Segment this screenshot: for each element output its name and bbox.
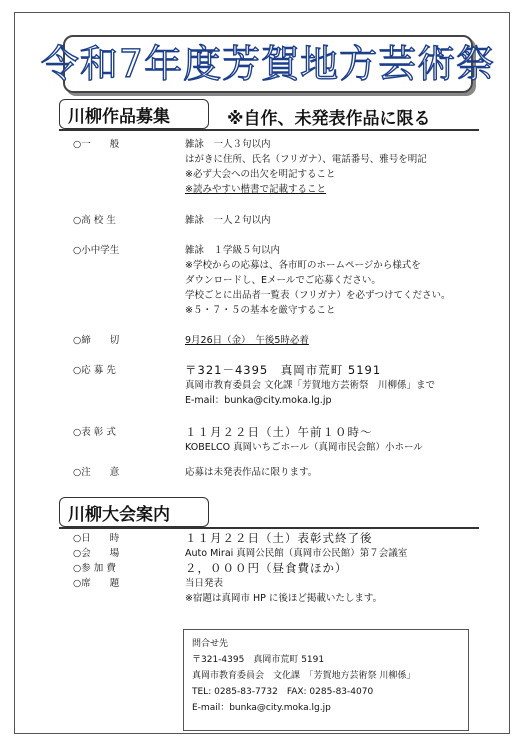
- row-line: ※必ず大会への出欠を明記すること: [185, 169, 336, 180]
- row-value: [185, 561, 503, 576]
- row-value: [185, 213, 503, 228]
- row-line: １１月２２日（土）表彰式終了後: [185, 531, 373, 545]
- contact-email: E-mail：bunka@city.moka.lg.jp: [192, 703, 331, 713]
- row-value: [185, 425, 503, 455]
- row-value: [185, 363, 503, 408]
- contact-address: 〒321-4395 真岡市荒町 5191: [192, 655, 325, 665]
- row-label: ○参 加 費: [73, 563, 116, 574]
- row-line: ※学校からの応募は、各市町のホームページから様式を: [185, 260, 421, 271]
- row-label: ○席 題: [73, 578, 120, 589]
- row-line: ダウンロードし、Eメールでご応募ください。: [185, 275, 381, 286]
- section-note: ※自作、未発表作品に限る: [227, 109, 431, 129]
- row-line: 雑詠 一人２句以内: [185, 215, 271, 226]
- row-line: ※宿題は真岡市 HP に後ほど掲載いたします。: [185, 593, 383, 604]
- row-label: ○高 校 生: [73, 215, 116, 226]
- row-line: KOBELCO 真岡いちごホール（真岡市民会館）小ホール: [185, 442, 423, 453]
- page-title: 令和7年度芳賀地方芸術祭: [40, 42, 496, 86]
- section-divider: [59, 527, 479, 529]
- row-value: [185, 333, 503, 348]
- row-datetime: [73, 531, 503, 546]
- row-label: ○応 募 先: [73, 365, 116, 376]
- row-value: [185, 531, 503, 546]
- section-heading-event: 川柳大会案内: [59, 497, 209, 527]
- row-value: [185, 137, 503, 197]
- row-line: はがきに住所、氏名（フリガナ）、電話番号、雅号を明記: [185, 154, 427, 165]
- row-line: ２，０００円（昼食費ほか）: [185, 561, 348, 575]
- row-line: Auto Mirai 真岡公民館（真岡市公民館）第７会議室: [185, 548, 408, 559]
- row-general: [73, 137, 503, 197]
- row-line: 学校ごとに出品者一覧表（フリガナ）を必ずつけてください。: [185, 290, 451, 301]
- row-label: ○小中学生: [73, 245, 120, 256]
- section-divider: [59, 129, 479, 131]
- row-line: ※読みやすい楷書で記載すること: [185, 184, 326, 195]
- title-banner: [40, 35, 496, 93]
- row-label: ○一 般: [73, 139, 120, 150]
- row-label: ○表 彰 式: [73, 427, 116, 438]
- row-label: ○日 時: [73, 533, 120, 544]
- row-highschool: [73, 213, 503, 228]
- contact-heading: 問合せ先: [192, 639, 229, 649]
- row-fee: [73, 561, 503, 576]
- row-line: 雑詠 １学級５句以内: [185, 245, 281, 256]
- row-label: ○会 場: [73, 548, 120, 559]
- row-award-ceremony: [73, 425, 503, 455]
- row-line: 〒321－4395 真岡市荒町 5191: [185, 363, 382, 377]
- contact-office: 真岡市教育委員会 文化課 「芳賀地方芸術祭 川柳係」: [192, 671, 416, 681]
- section-heading-submission: 川柳作品募集: [59, 99, 209, 129]
- row-topic: [73, 576, 503, 606]
- row-line: １１月２２日（土）午前１０時～: [185, 425, 373, 439]
- row-venue: [73, 546, 503, 561]
- row-line: 当日発表: [185, 578, 224, 589]
- row-label: ○注 意: [73, 467, 120, 478]
- row-deadline: [73, 333, 503, 348]
- row-line: E-mail：bunka@city.moka.lg.jp: [185, 395, 332, 406]
- row-line: 応募は未発表作品に限ります。: [185, 467, 318, 478]
- row-notice: [73, 465, 503, 480]
- row-elementary: [73, 243, 503, 318]
- contact-phone: TEL: 0285-83-7732 FAX: 0285-83-4070: [192, 687, 374, 697]
- row-value: [185, 465, 503, 480]
- row-value: [185, 546, 503, 561]
- row-label: ○締 切: [73, 335, 120, 346]
- row-value: [185, 243, 503, 318]
- row-value: [185, 576, 503, 606]
- row-line: 9月26日（金） 午後5時必着: [185, 335, 309, 346]
- row-line: 雑詠 一人３句以内: [185, 139, 271, 150]
- contact-box: [183, 629, 469, 731]
- row-line: 真岡市教育委員会 文化課「芳賀地方芸術祭 川柳係」まで: [185, 380, 436, 391]
- row-submit-to: [73, 363, 503, 408]
- flyer-page: [14, 12, 510, 734]
- row-line: ※５・７・５の基本を厳守すること: [185, 305, 336, 316]
